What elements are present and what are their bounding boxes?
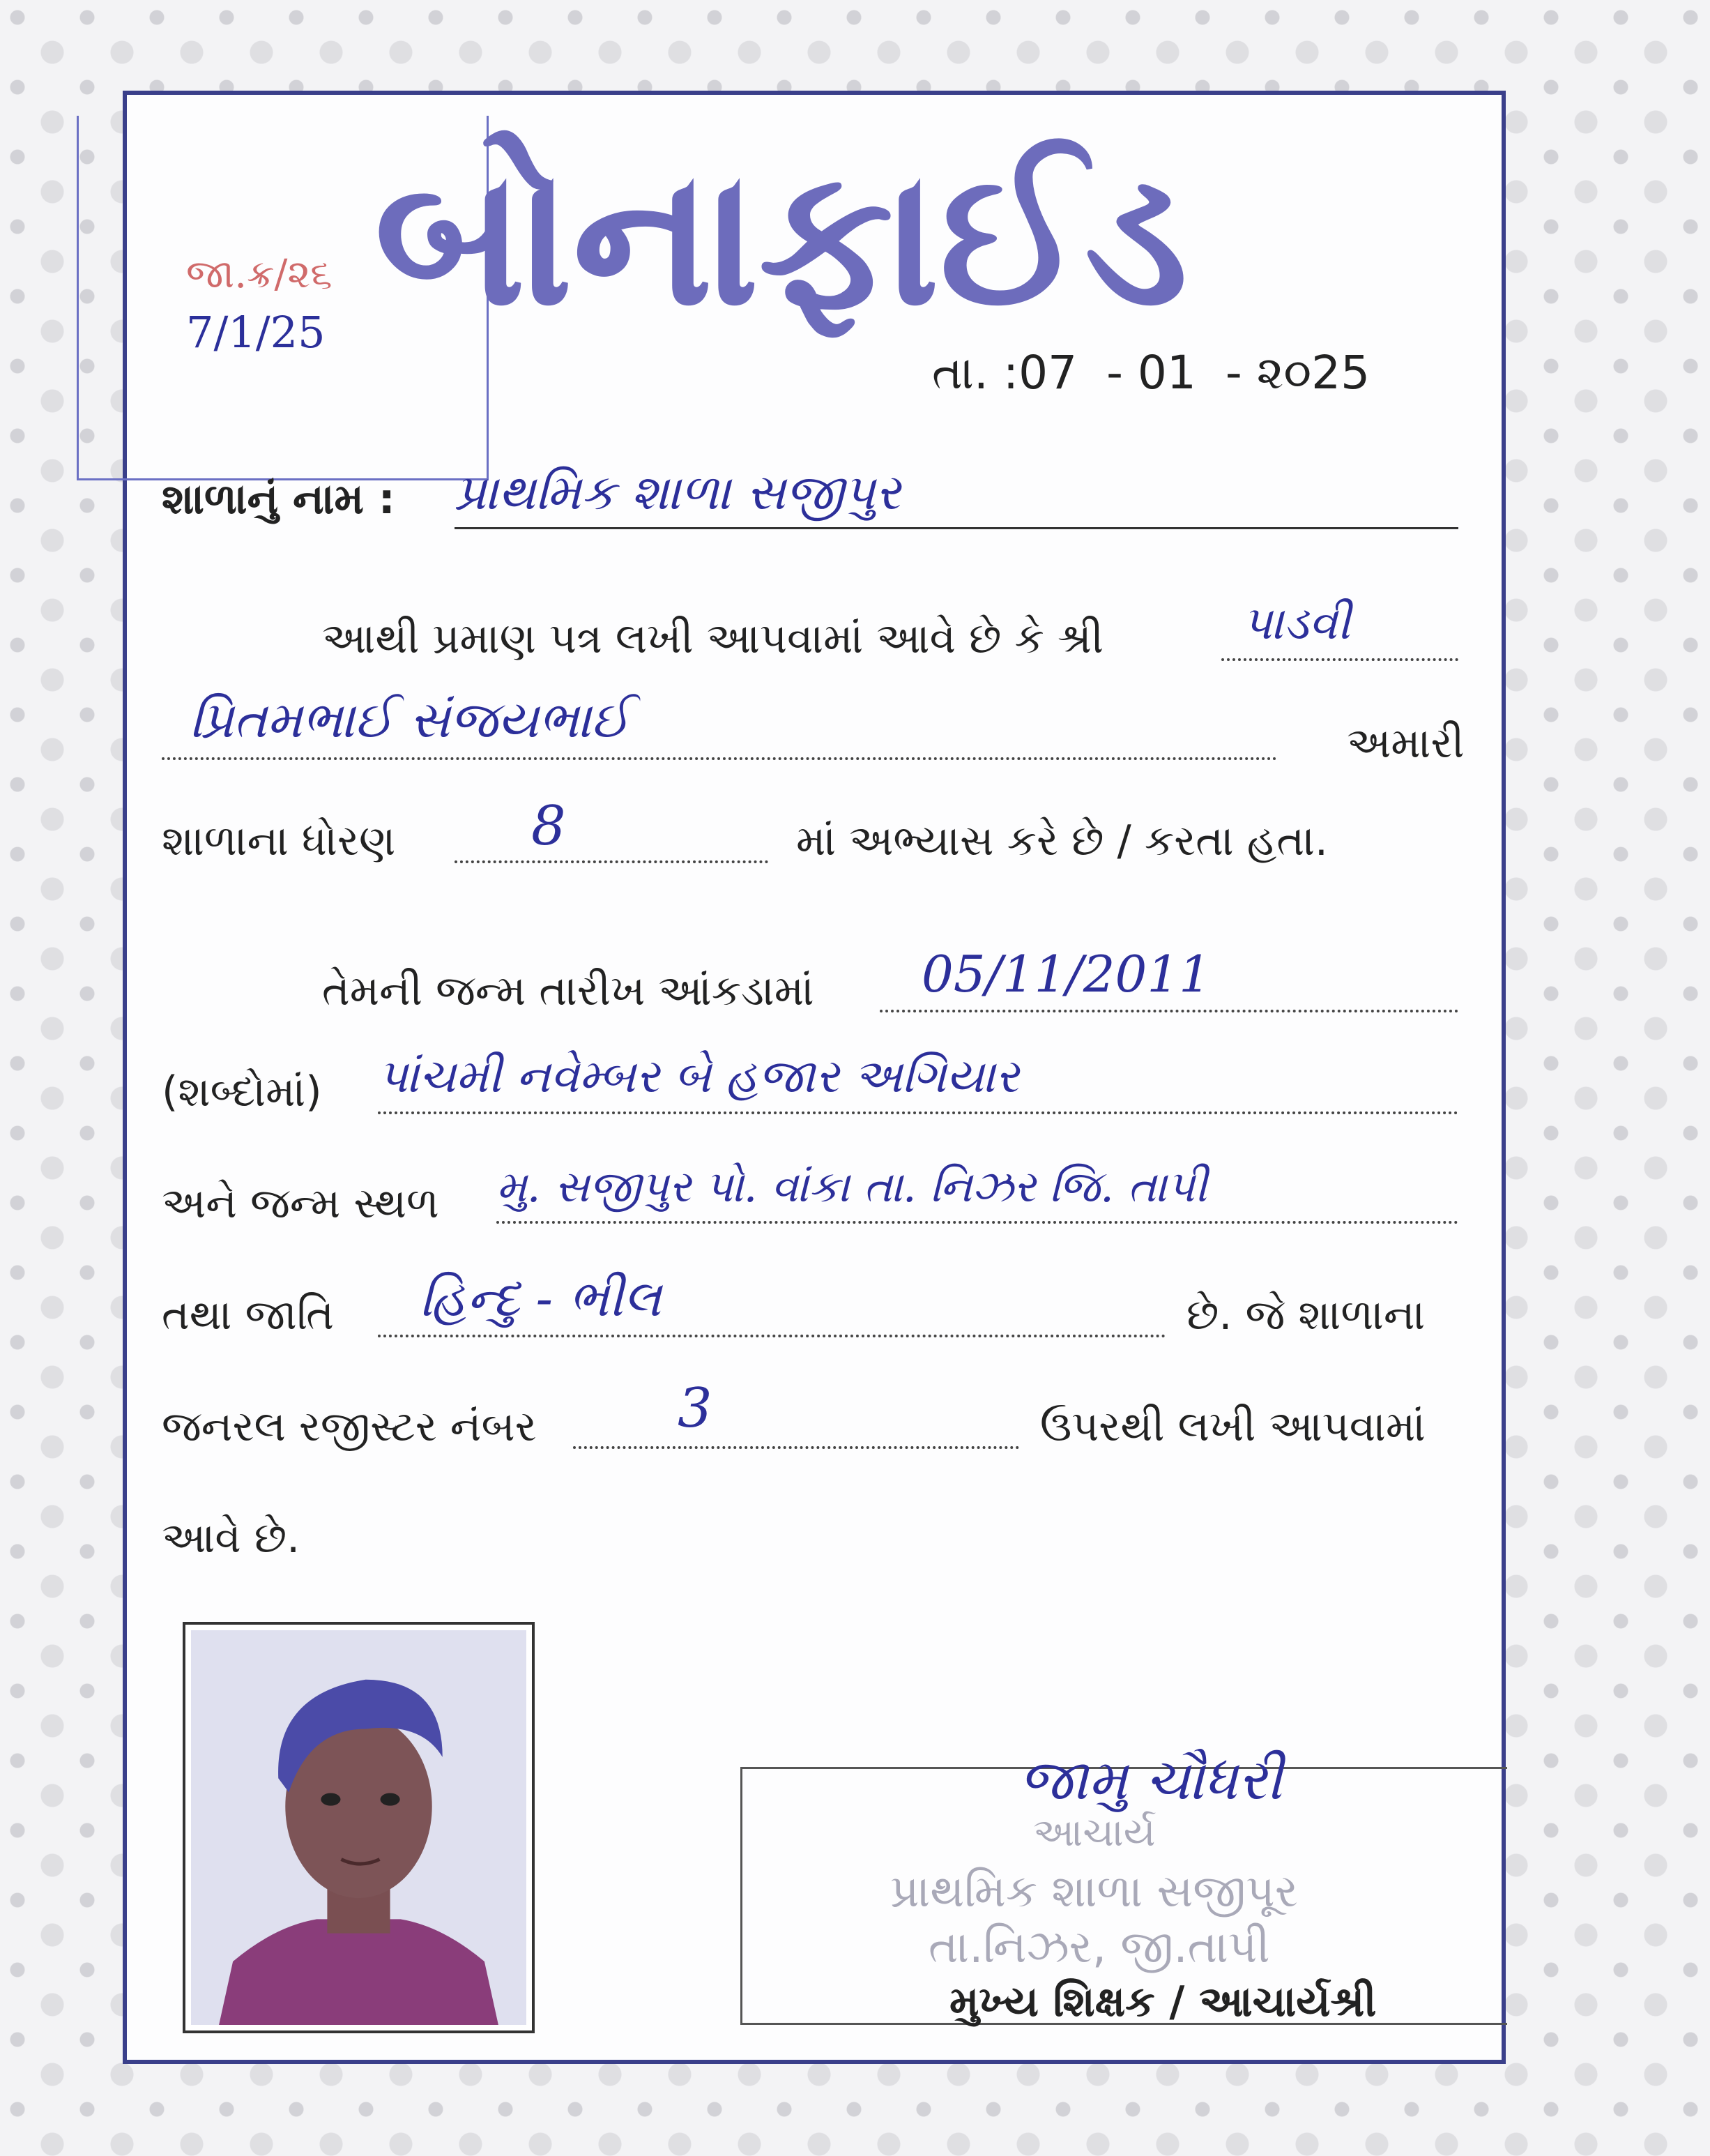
birthplace-value: મુ. સજીપુર પો. વાંકા તા. નિઝર જિ. તાપી (496, 1161, 1207, 1212)
register-dots (573, 1446, 1019, 1449)
birthplace-dots (496, 1221, 1458, 1224)
dob-label: તેમની જન્મ તારીખ આંકડામાં (322, 966, 814, 1015)
surname-dots (1221, 658, 1458, 661)
closing-text: આવે છે. (162, 1514, 300, 1563)
dob-words-value: પાંચમી નવેમ્બર બે હજાર અગિયાર (378, 1049, 1019, 1103)
certify-intro: આથી પ્રમાણ પત્ર લખી આપવામાં આવે છે કે શ્રી (322, 614, 1104, 663)
date-year: ૨૦25 (1256, 346, 1371, 400)
school-name-value: પ્રાથમિક શાળા સજીપુર (455, 464, 901, 521)
dob-value: 05/11/2011 (922, 945, 1211, 1003)
principal-signature: જામુ ચૌધરી (1019, 1747, 1283, 1812)
std-suffix: માં અભ્યાસ કરે છે / કરતા હતા. (796, 817, 1328, 865)
certificate-title: બોનાફાઈડ (374, 128, 1189, 347)
register-suffix: ઉપરથી લખી આપવામાં (1040, 1402, 1426, 1451)
school-name-underline (455, 527, 1458, 529)
certificate-date: તા. :07 - 01 - ૨૦25 (932, 346, 1371, 400)
bonafide-certificate (123, 91, 1506, 2064)
birthplace-label: અને જન્મ સ્થળ (162, 1179, 439, 1228)
std-value: 8 (531, 795, 566, 858)
reference-number: જા.ક્ર/૨૬ (186, 252, 333, 297)
student-name: પ્રિતમભાઈ સંજયભાઈ (190, 690, 630, 749)
caste-value: હિન્દુ - ભીલ (420, 1269, 662, 1328)
dob-dots (880, 1010, 1458, 1012)
date-day: 07 (1018, 346, 1078, 400)
caste-label: તથા જાતિ (162, 1291, 335, 1339)
principal-label: મુખ્ય શિક્ષક / આચાર્યશ્રી (949, 1977, 1377, 2026)
register-value: 3 (678, 1377, 712, 1440)
student-photo (183, 1622, 535, 2033)
caste-suffix: છે. જે શાળાના (1186, 1291, 1426, 1339)
certify-surname: પાડવી (1242, 596, 1351, 650)
date-label: તા. : (932, 346, 1019, 400)
seal-line-2: પ્રાથમિક શાળા સજીપૂર (890, 1866, 1298, 1918)
reference-date: 7/1/25 (186, 307, 326, 358)
seal-line-1: આચાર્ય (1033, 1810, 1156, 1855)
name-dots (162, 757, 1277, 760)
std-label: શાળાના ધોરણ (162, 817, 396, 865)
seal-line-3: તા.નિઝર, જી.તાપી (929, 1922, 1270, 1973)
caste-dots (378, 1335, 1166, 1337)
school-name-label: શાળાનું નામ : (162, 475, 395, 524)
dob-words-label: (શબ્દોમાં) (162, 1068, 322, 1116)
portrait-icon (191, 1630, 526, 2025)
date-month: 01 (1137, 346, 1196, 400)
dob-words-dots (378, 1111, 1458, 1114)
amari-text: અમારી (1347, 719, 1465, 768)
std-dots (455, 860, 768, 863)
photo-portrait (191, 1630, 526, 2025)
register-label: જનરલ રજીસ્ટર નંબર (162, 1402, 537, 1451)
